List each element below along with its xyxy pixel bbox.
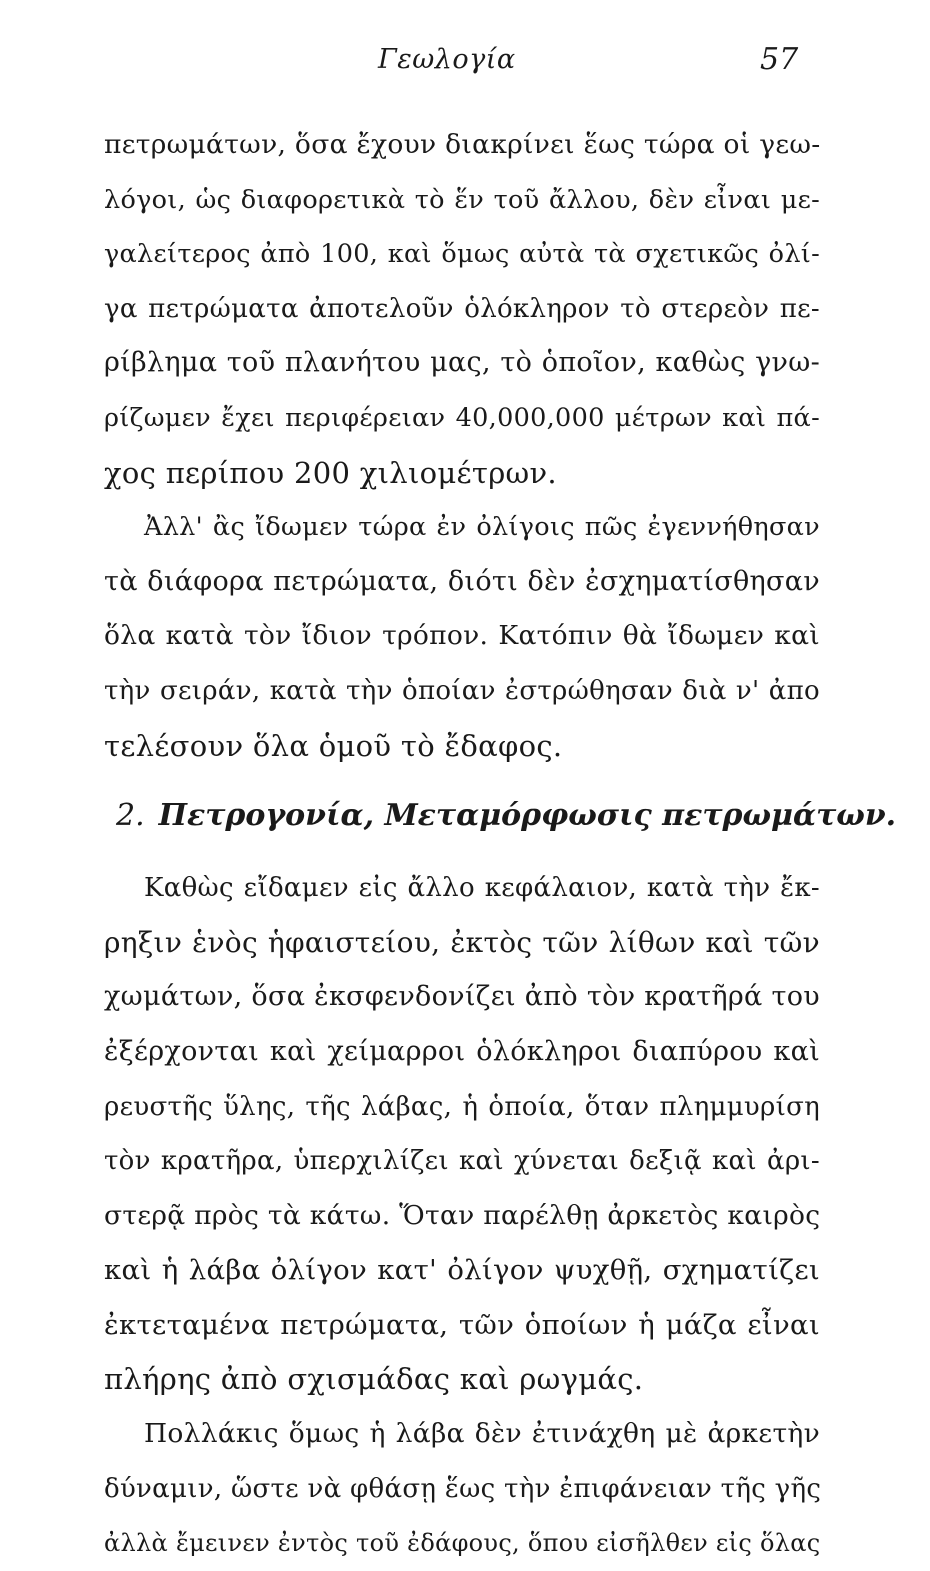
text-line: ὅλα κατὰ τὸν ἴδιον τρόπον. Κατόπιν θὰ ἴδωμεν καὶ bbox=[104, 620, 820, 652]
text-line: ρίζωμεν ἔχει περιφέρειαν 40,000,000 μέτρων καὶ πά- bbox=[104, 402, 820, 433]
text-line: ἐκτεταμένα πετρώματα, τῶν ὁποίων ἡ μάζα εἶναι bbox=[104, 1308, 820, 1341]
text-line: πλήρης ἀπὸ σχισμάδας καὶ ρωγμάς. bbox=[104, 1362, 644, 1397]
paragraph-2 bbox=[104, 500, 820, 773]
running-title: Γεωλογία bbox=[378, 44, 516, 75]
text-line: Καθὼς εἴδαμεν εἰς ἄλλο κεφάλαιον, κατὰ τὴν ἔκ- bbox=[144, 873, 820, 904]
text-line: πετρωμάτων, ὅσα ἔχουν διακρίνει ἕως τώρα οἱ γεω- bbox=[104, 129, 821, 160]
text-line: τελέσουν ὅλα ὁμοῦ τὸ ἔδαφος. bbox=[104, 728, 563, 763]
paragraph-4 bbox=[104, 1407, 820, 1571]
body-text bbox=[104, 118, 897, 1571]
section-heading bbox=[104, 781, 897, 851]
text-line: Ἀλλ' ἂς ἴδωμεν τώρα ἐν ὀλίγοις πῶς ἐγεννήθησαν bbox=[144, 512, 820, 543]
text-line: καὶ ἡ λάβα ὀλίγον κατ' ὀλίγον ψυχθῇ, σχηματίζει bbox=[104, 1254, 820, 1287]
text-line: χος περίπου 200 χιλιομέτρων. bbox=[104, 455, 557, 490]
text-line: στερᾷ πρὸς τὰ κάτω. Ὅταν παρέλθῃ ἀρκετὸς καιρὸς bbox=[104, 1199, 821, 1231]
paragraph-3 bbox=[104, 861, 820, 1407]
text-line: τὰ διάφορα πετρώματα, διότι δὲν ἐσχηματίσθησαν bbox=[104, 565, 820, 597]
text-line: τὴν σειράν, κατὰ τὴν ὁποίαν ἐστρώθησαν διὰ ν' ἀπο bbox=[104, 675, 820, 706]
paragraph-1 bbox=[104, 118, 820, 500]
text-line: γα πετρώματα ἀποτελοῦν ὁλόκληρον τὸ στερεὸν πε- bbox=[104, 293, 820, 324]
text-line: Πολλάκις ὅμως ἡ λάβα δὲν ἐτινάχθη μὲ ἀρκετὴν bbox=[144, 1418, 820, 1450]
text-line: τὸν κρατῆρα, ὑπερχιλίζει καὶ χύνεται δεξιᾷ καὶ ἀρι- bbox=[104, 1146, 820, 1177]
section-number: 2. bbox=[116, 798, 145, 834]
section-title: Πετρογονία, Μεταμόρφωσις πετρωμάτων. bbox=[158, 798, 897, 834]
text-line: ρευστῆς ὕλης, τῆς λάβας, ἡ ὁποία, ὅταν πλημμυρίση bbox=[104, 1091, 820, 1122]
text-line: λόγοι, ὡς διαφορετικὰ τὸ ἕν τοῦ ἄλλου, δὲν εἶναι με- bbox=[104, 184, 820, 215]
text-line: ἀλλὰ ἔμεινεν ἐντὸς τοῦ ἐδάφους, ὅπου εἰσῆλθεν εἰς ὅλας bbox=[104, 1529, 821, 1558]
text-line: ἐξέρχονται καὶ χείμαρροι ὁλόκληροι διαπύρου καὶ bbox=[104, 1035, 820, 1067]
running-head bbox=[0, 44, 930, 84]
text-line: ρηξιν ἑνὸς ἡφαιστείου, ἐκτὸς τῶν λίθων καὶ τῶν bbox=[104, 925, 820, 959]
text-line: γαλείτερος ἀπὸ 100, καὶ ὅμως αὐτὰ τὰ σχετικῶς ὀλί- bbox=[104, 239, 820, 270]
page-number: 57 bbox=[760, 42, 799, 77]
text-line: ρίβλημα τοῦ πλανήτου μας, τὸ ὁποῖον, καθὼς γνω- bbox=[104, 347, 820, 379]
text-line: χωμάτων, ὅσα ἐκσφενδονίζει ἀπὸ τὸν κρατῆρά του bbox=[104, 981, 820, 1013]
text-line: δύναμιν, ὥστε νὰ φθάσῃ ἕως τὴν ἐπιφάνειαν τῆς γῆς bbox=[104, 1473, 822, 1504]
